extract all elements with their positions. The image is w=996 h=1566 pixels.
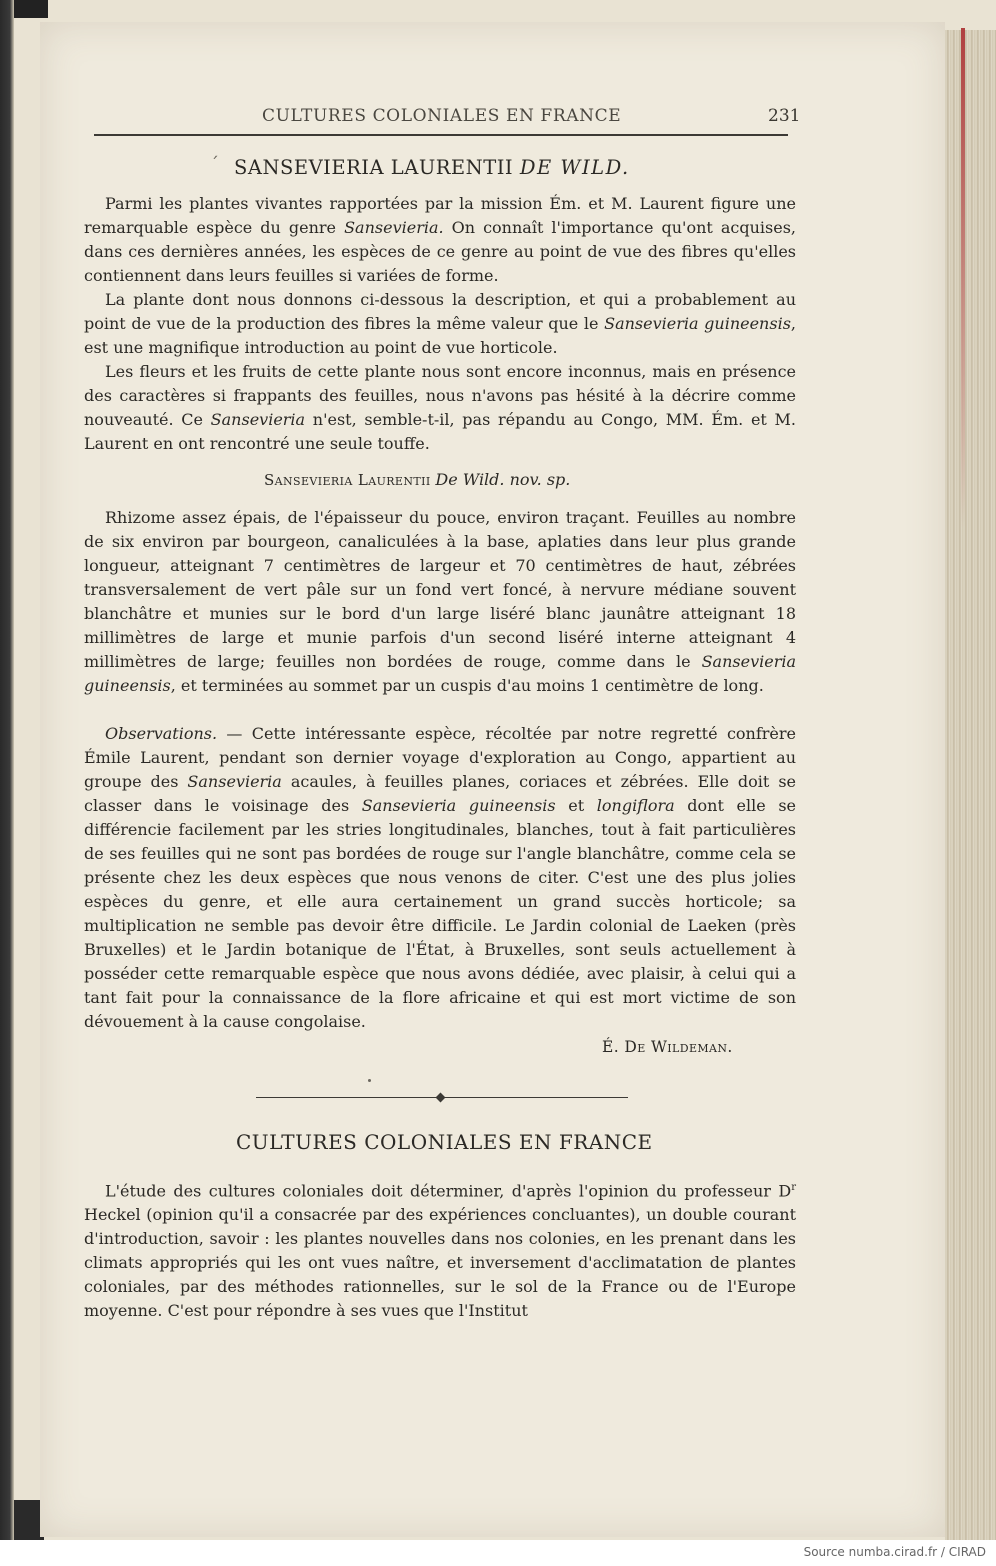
book-binding-left [0, 0, 14, 1540]
c1-text-a: L'étude des cultures coloniales doit déterminer, d'après l'opinion du professeur D [105, 1181, 792, 1201]
p1-text-b: On connaît l'importance qu'ont acquises, dans ces dernières années, les espèces de ce genre au point de vue des fibres qu'elles contiennent dans leurs feuilles si variées de forme. [84, 218, 797, 285]
paragraph-cultures-1 [84, 1176, 796, 1323]
paragraph-observations [84, 722, 796, 1034]
p5-italic-longiflora: longiflora [596, 796, 675, 815]
p4-text-b: , et terminées au sommet par un cuspis d'au moins 1 centimètre de long. [170, 676, 764, 695]
running-header [94, 106, 801, 130]
p3-italic-genus: Sansevieria [210, 410, 306, 429]
paragraph-1 [84, 192, 796, 288]
header-rule [94, 134, 788, 136]
author-signature: É. De Wildeman. [602, 1038, 733, 1056]
p5-text-b: acaules, à feuilles planes, coriaces et zébrées. Elle doit se classer dans le voisinage des [84, 772, 797, 815]
page-edges-right [945, 30, 996, 1540]
article-title-sansevieria [234, 156, 754, 179]
p1-italic-genus: Sansevieria. [344, 218, 444, 237]
title-italic: DE WILD. [519, 156, 630, 179]
title-roman: SANSEVIERIA LAURENTII [234, 156, 514, 179]
p2-italic-species: Sansevieria guineensis [604, 314, 791, 333]
p3-text-b: n'est, semble-t-il, pas répandu au Congo, MM. Ém. et M. Laurent en ont rencontré une seule touffe. [84, 410, 796, 453]
red-page-edge [961, 28, 965, 528]
p4-italic-species: Sansevieria guineensis [84, 652, 796, 695]
margin-mark: ´ [210, 154, 219, 175]
p5-italic-observations: Observations. [105, 724, 218, 743]
p5-italic-genus: Sansevieria [187, 772, 282, 791]
page-number: 231 [768, 106, 801, 126]
paragraph-2 [84, 288, 796, 360]
p3-text-a: Les fleurs et les fruits de cette plante nous sont encore inconnus, mais en présence des caractères si frappants des feuilles, nous n'avons pas hésité à la décrire comme nouveauté. Ce [84, 362, 796, 429]
p2-text-b: , est une magnifique introduction au point de vue horticole. [84, 314, 796, 357]
article-title-cultures: CULTURES COLONIALES EN FRANCE [236, 1130, 653, 1154]
c1-superscript: r [791, 1182, 796, 1193]
p5-text-c: et [555, 796, 597, 815]
p2-text-a: La plante dont nous donnons ci-dessous la description, et qui a probablement au point de vue de la production des fibres la même valeur que le [84, 290, 796, 333]
print-speck [368, 1079, 371, 1082]
subhead-species: Sansevieria Laurentii [264, 471, 431, 489]
divider-line-left [256, 1097, 438, 1098]
species-subheading [264, 470, 570, 489]
c1-text-b: Heckel (opinion qu'il a consacrée par des expériences concluantes), un double courant d'introduction, savoir : les plantes nouvelles dans nos colonies, en les prenant dans les climats appropriés qui les ont vues naître, et inversement d'acclimatation de plantes coloniales, par des méthodes rationnelles, sur le sol de la France ou de l'Europe moyenne. C'est pour répondre à ses vues que l'Institut [84, 1205, 796, 1321]
p4-text-a: Rhizome assez épais, de l'épaisseur du pouce, environ traçant. Feuilles au nombre de six environ par bourgeon, canaliculées à la base, aplaties dans leur plus grande longueur, atteignant 7 centimètres de largeur et 70 centimètres de haut, zébrées transversalement de vert pâle sur un fond vert foncé, à nervure médiane souvent blanchâtre et munies sur le bord d'un large liséré blanc jaunâtre atteignant 18 millimètres de large et munie parfois d'un second liséré interne atteignant 4 millimètres de large; feuilles non bordées de rouge, comme dans le [84, 508, 796, 671]
paragraph-3 [84, 360, 796, 456]
subhead-authority: De Wild. nov. sp. [435, 470, 571, 489]
p5-text-a: — Cette intéressante espèce, récoltée par notre regretté confrère Émile Laurent, pendant son dernier voyage d'exploration au Congo, appartient au groupe des [84, 724, 796, 791]
paragraph-description [84, 506, 796, 698]
running-title: CULTURES COLONIALES EN FRANCE [262, 106, 622, 126]
source-credit: Source numba.cirad.fr / CIRAD [803, 1545, 986, 1559]
p5-italic-species: Sansevieria guineensis [361, 796, 556, 815]
p5-text-d: dont elle se différencie facilement par les stries longitudinales, blanches, tout à fait particulières de ses feuilles qui ne sont pas bordées de rouge sur l'angle blanchâtre, comme cela se présente chez les deux espèces que nous venons de citer. C'est une des plus jolies espèces du genre, et elle aura certainement un grand succès horticole; sa multiplication ne semble pas devoir être difficile. Le Jardin colonial de Laeken (près Bruxelles) et le Jardin botanique de l'État, à Bruxelles, sont seuls actuellement à posséder cette remarquable espèce que nous avons dédiée, avec plaisir, à celui qui a tant fait pour la connaissance de la flore africaine et qui est mort victime de son dévouement à la cause congolaise. [84, 796, 797, 1031]
p1-text-a: Parmi les plantes vivantes rapportées par la mission Ém. et M. Laurent figure une remarquable espèce du genre [84, 194, 796, 237]
divider-line-right [443, 1097, 628, 1098]
binding-corner-top [14, 0, 48, 18]
